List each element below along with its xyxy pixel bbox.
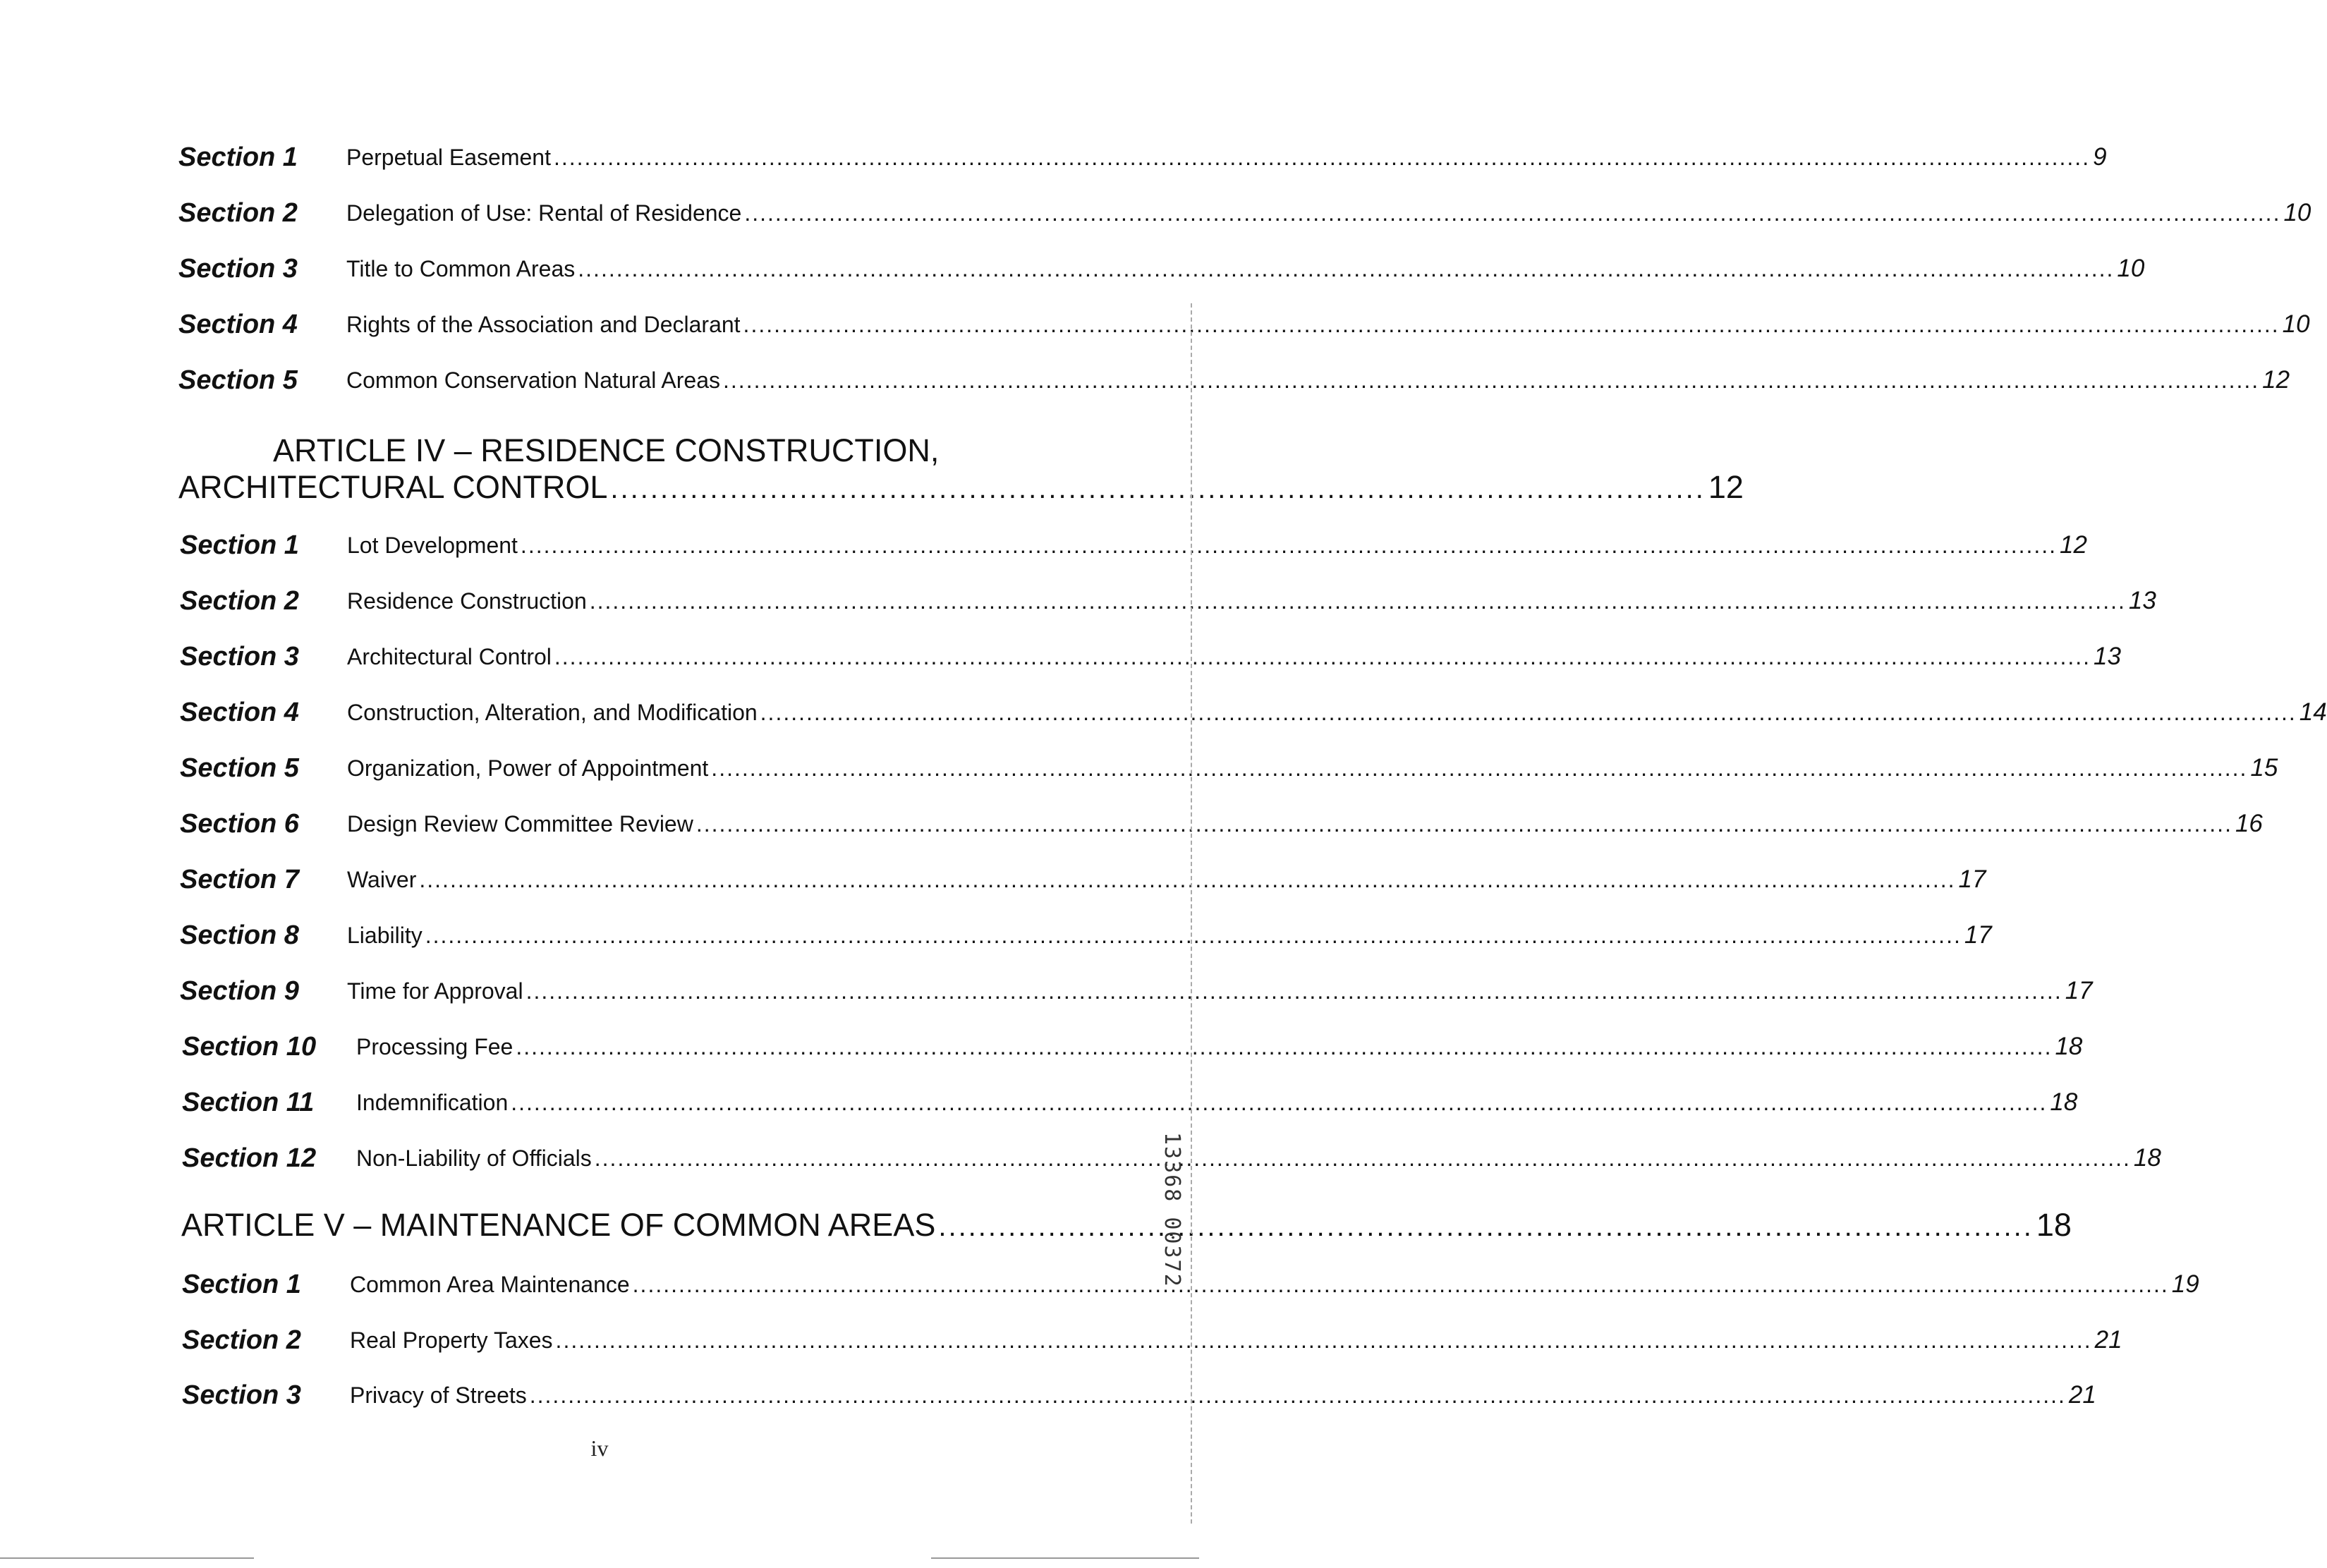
section-entry (356, 1081, 2078, 1124)
dot-leader: ........................................................................................................................................................................................................ (589, 588, 2126, 614)
toc-entry (178, 359, 2290, 401)
section-entry (350, 1263, 2199, 1306)
dot-leader: ........................................................................................................................................................................................................ (743, 312, 2280, 337)
toc-entry (180, 970, 2093, 1012)
section-label: Section 12 (182, 1143, 317, 1173)
section-entry (347, 803, 2263, 845)
page-number: iv (590, 1435, 609, 1461)
section-label: Section 4 (180, 698, 299, 727)
section-title: Design Review Committee Review (347, 811, 693, 837)
section-page-number: 15 (2250, 754, 2278, 782)
section-page-number: 9 (2093, 143, 2107, 171)
toc-entry (182, 1263, 2199, 1306)
toc-entry (178, 248, 2145, 290)
section-title: Organization, Power of Appointment (347, 755, 709, 781)
section-page-number: 19 (2171, 1270, 2199, 1298)
section-entry (347, 691, 2327, 734)
section-page-number: 17 (2065, 977, 2093, 1004)
section-label: Section 1 (180, 530, 299, 560)
toc-entry (182, 1081, 2078, 1124)
dot-leader: ........................................................................................................................................................................................................ (555, 1327, 2092, 1353)
section-page-number: 16 (2235, 810, 2263, 837)
toc-entry (178, 303, 2310, 346)
toc-entry (178, 136, 2107, 178)
section-entry (347, 914, 1992, 956)
section-title: Perpetual Easement (346, 145, 551, 170)
section-entry (346, 359, 2290, 401)
section-page-number: 21 (2068, 1381, 2096, 1409)
section-page-number: 13 (2128, 587, 2156, 614)
dot-leader: ........................................................................................................................................................................................................ (723, 367, 2260, 393)
section-label: Section 9 (180, 976, 299, 1006)
section-label: Section 3 (180, 642, 299, 671)
section-page-number: 18 (2133, 1144, 2161, 1172)
section-title: Rights of the Association and Declarant (346, 312, 741, 337)
dot-leader: ........................................................................................................................................................................................................ (425, 923, 1962, 948)
section-entry (356, 1026, 2083, 1068)
dot-leader: ........................................................................................................................................................................................................ (419, 867, 1956, 892)
section-title: Common Conservation Natural Areas (346, 367, 721, 393)
article-4-title: ARCHITECTURAL CONTROL (178, 469, 608, 505)
section-entry (347, 524, 2087, 566)
section-page-number: 14 (2299, 698, 2327, 726)
section-label: Section 7 (180, 865, 299, 894)
dot-leader: ........................................................................................................................................................................................................ (516, 1034, 2053, 1059)
section-label: Section 3 (178, 254, 298, 284)
dot-leader: .............................................................................................................. (610, 473, 1706, 504)
toc-entry (180, 914, 1992, 956)
section-title: Common Area Maintenance (350, 1272, 630, 1297)
toc-entry (178, 192, 2311, 234)
toc-entry (182, 1374, 2096, 1416)
section-page-number: 10 (2117, 255, 2145, 282)
section-title: Architectural Control (347, 644, 552, 669)
section-label: Section 10 (182, 1032, 317, 1062)
section-entry (350, 1374, 2096, 1416)
section-entry (346, 303, 2310, 346)
section-entry (347, 580, 2156, 622)
toc-entry (180, 803, 2263, 845)
section-label: Section 4 (178, 310, 298, 339)
dot-leader: ........................................................................................................................................................................................................ (529, 1382, 2066, 1408)
section-entry (346, 192, 2311, 234)
section-label: Section 5 (178, 365, 298, 395)
section-entry (347, 970, 2093, 1012)
section-title: Lot Development (347, 533, 518, 558)
section-entry (347, 747, 2278, 789)
article-4-heading-line2 (178, 468, 1744, 508)
section-title: Privacy of Streets (350, 1382, 527, 1408)
scan-edge-bottom (931, 1557, 1199, 1559)
section-title: Non-Liability of Officials (356, 1145, 592, 1171)
dot-leader: ........................................................................................................................................................................................................ (695, 811, 2232, 837)
dot-leader: ........................................................................................................................................................................................................ (578, 256, 2115, 281)
section-entry (350, 1319, 2122, 1361)
section-page-number: 21 (2094, 1326, 2122, 1354)
toc-entry (182, 1026, 2083, 1068)
section-label: Section 2 (180, 586, 299, 616)
section-page-number: 18 (2055, 1033, 2083, 1060)
dot-leader: ........................................................................................................................................................................................................ (554, 644, 2091, 669)
section-label: Section 8 (180, 920, 299, 950)
section-title: Time for Approval (347, 978, 523, 1004)
section-page-number: 18 (2050, 1088, 2078, 1116)
section-page-number: 12 (2060, 531, 2087, 559)
section-title: Residence Construction (347, 588, 587, 614)
dot-leader: ........................................................................................................................................................................................................ (525, 978, 2062, 1004)
section-label: Section 3 (182, 1380, 301, 1410)
scan-edge-right (1191, 303, 1193, 1524)
article-5-title: ARTICLE V – MAINTENANCE OF COMMON AREAS (181, 1207, 936, 1243)
section-title: Waiver (347, 867, 417, 892)
toc-entry (180, 747, 2278, 789)
dot-leader: ........................................................................................................................................................................................................ (744, 200, 2281, 226)
section-label: Section 11 (182, 1088, 315, 1117)
section-entry (346, 136, 2107, 178)
section-label: Section 6 (180, 809, 299, 839)
dot-leader: ........................................................................................................................................................................................................ (594, 1145, 2131, 1171)
section-label: Section 1 (182, 1270, 301, 1299)
dot-leader: ........................................................................................................................................................................................................ (511, 1090, 2048, 1115)
section-title: Processing Fee (356, 1034, 514, 1059)
toc-entry (180, 858, 1986, 901)
section-entry (347, 636, 2121, 678)
toc-entry (182, 1319, 2122, 1361)
toc-entry (180, 636, 2121, 678)
dot-leader: .............................................................................................................. (938, 1211, 2034, 1242)
dot-leader: ........................................................................................................................................................................................................ (760, 700, 2297, 725)
section-title: Delegation of Use: Rental of Residence (346, 200, 742, 226)
toc-entry (180, 524, 2087, 566)
article-5-heading (181, 1206, 2072, 1246)
dot-leader: ........................................................................................................................................................................................................ (553, 145, 2091, 170)
section-page-number: 13 (2094, 643, 2121, 670)
toc-entry (182, 1137, 2161, 1179)
section-page-number: 17 (1958, 865, 1986, 893)
article-4-page: 12 (1708, 469, 1744, 505)
section-title: Title to Common Areas (346, 256, 576, 281)
section-entry (346, 248, 2145, 290)
section-entry (347, 858, 1986, 901)
section-title: Indemnification (356, 1090, 509, 1115)
section-title: Liability (347, 923, 423, 948)
section-page-number: 12 (2262, 366, 2290, 394)
section-label: Section 5 (180, 753, 299, 783)
section-title: Construction, Alteration, and Modification (347, 700, 758, 725)
dot-leader: ........................................................................................................................................................................................................ (632, 1272, 2169, 1297)
section-label: Section 2 (178, 198, 298, 228)
section-title: Real Property Taxes (350, 1327, 553, 1353)
section-label: Section 1 (178, 142, 298, 172)
section-label: Section 2 (182, 1325, 301, 1355)
toc-entry (180, 580, 2156, 622)
dot-leader: ........................................................................................................................................................................................................ (711, 755, 2248, 781)
section-page-number: 17 (1964, 921, 1992, 949)
document-stamp: 13368 00372 (1160, 1132, 1184, 1288)
article-5-page: 18 (2036, 1207, 2072, 1243)
section-page-number: 10 (2282, 310, 2310, 338)
toc-entry (180, 691, 2327, 734)
dot-leader: ........................................................................................................................................................................................................ (520, 533, 2058, 558)
section-entry (356, 1137, 2161, 1179)
article-4-heading-line1: ARTICLE IV – RESIDENCE CONSTRUCTION, (273, 432, 940, 468)
scan-edge-bottom (0, 1557, 254, 1559)
section-page-number: 10 (2283, 199, 2311, 226)
